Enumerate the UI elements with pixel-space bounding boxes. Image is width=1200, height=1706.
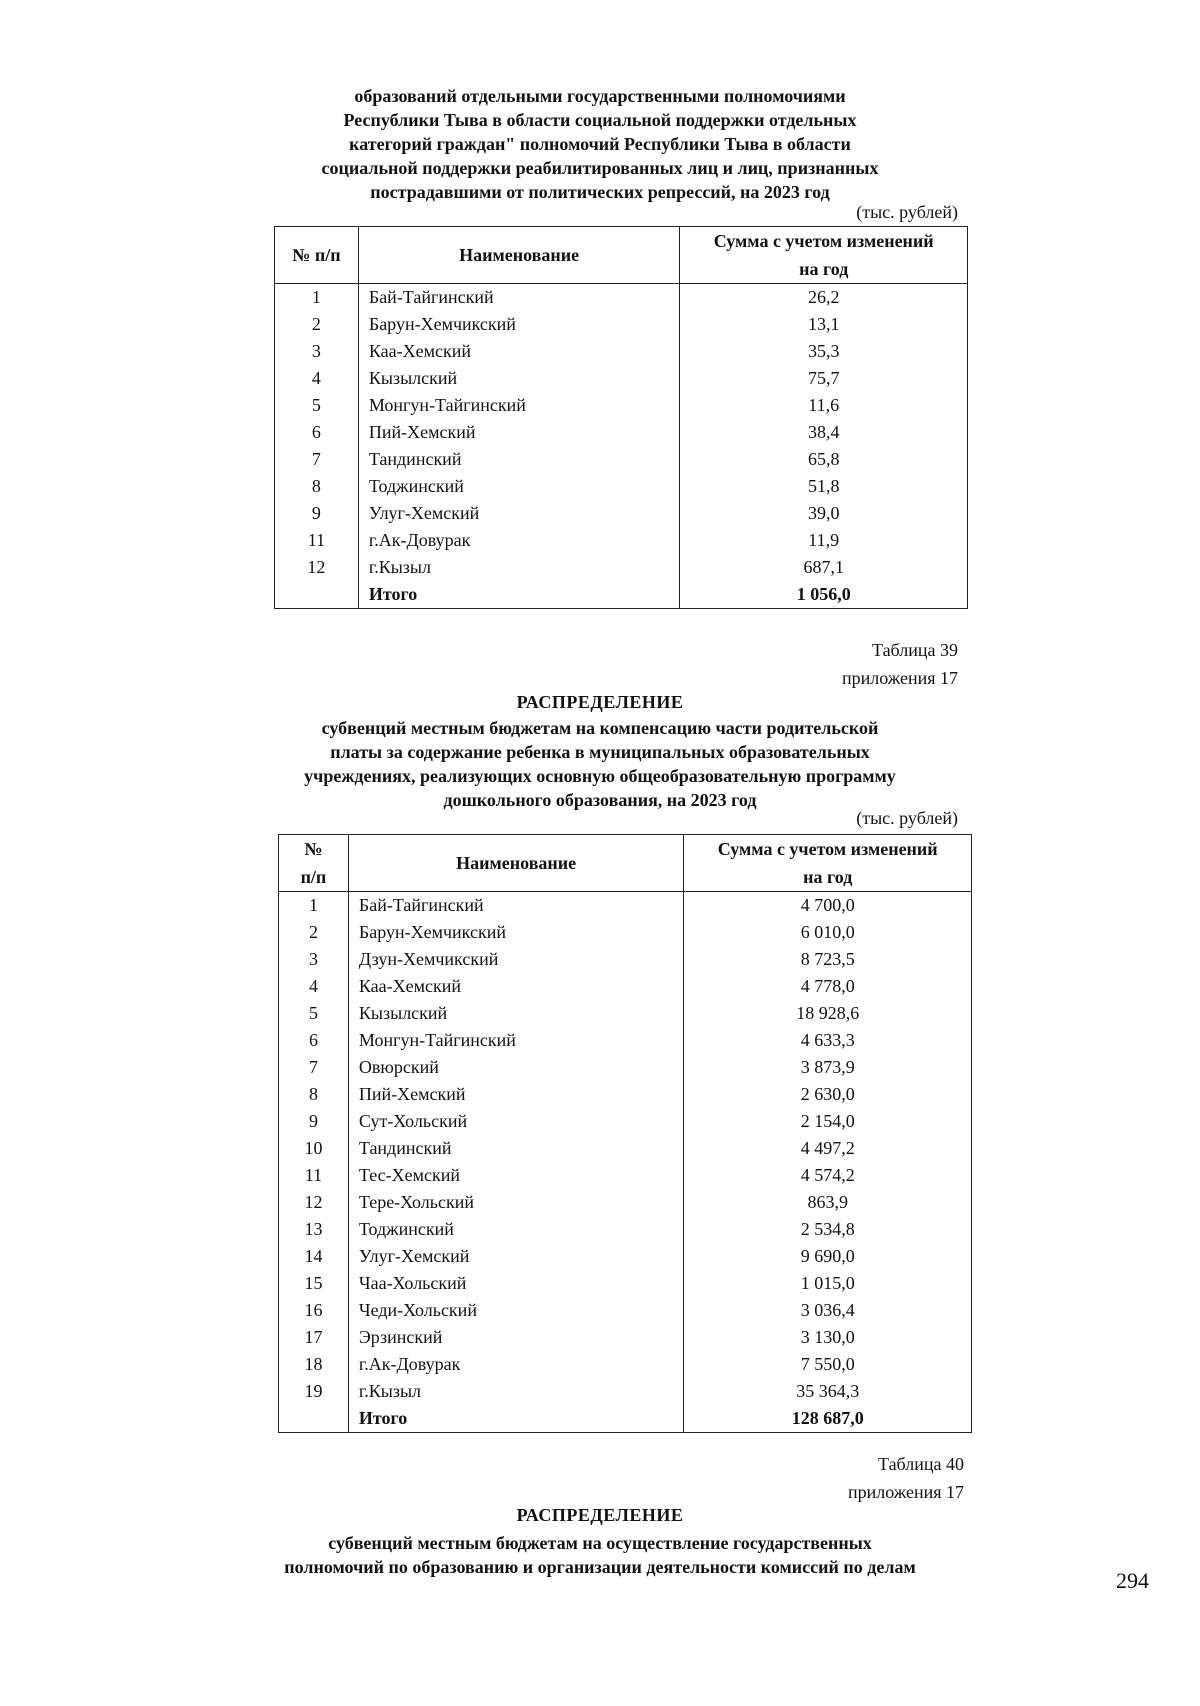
heading-line: Республики Тыва в области социальной поддержки отдельных — [343, 110, 857, 130]
row-number: 11 — [279, 1162, 349, 1189]
row-value: 6 010,0 — [684, 919, 972, 946]
row-name: Бай-Тайгинский — [358, 284, 680, 312]
row-name: Бай-Тайгинский — [348, 892, 684, 920]
row-value: 2 630,0 — [684, 1081, 972, 1108]
table40-heading — [200, 1531, 1000, 1579]
table39-heading — [200, 716, 1000, 812]
row-name: Овюрский — [348, 1054, 684, 1081]
row-number: 4 — [279, 973, 349, 1000]
row-number: 13 — [279, 1216, 349, 1243]
row-value: 4 574,2 — [684, 1162, 972, 1189]
table-row — [279, 1216, 972, 1243]
total-value: 128 687,0 — [684, 1405, 972, 1433]
heading-line: учреждениях, реализующих основную общеобразовательную программу — [304, 766, 896, 786]
row-value: 13,1 — [680, 311, 968, 338]
table-row — [275, 311, 968, 338]
col-header-sum-line1: Сумма с учетом изменений — [717, 839, 938, 859]
heading-line: социальной поддержки реабилитированных лиц и лиц, признанных — [321, 158, 879, 178]
heading-line: дошкольного образования, на 2023 год — [443, 790, 757, 810]
heading-line: субвенций местным бюджетам на осуществление государственных — [328, 1533, 872, 1553]
row-value: 4 497,2 — [684, 1135, 972, 1162]
total-value: 1 056,0 — [680, 581, 968, 609]
table-row — [279, 1054, 972, 1081]
table-row — [279, 946, 972, 973]
table-row — [279, 1189, 972, 1216]
row-number: 17 — [279, 1324, 349, 1351]
page-number: 294 — [1116, 1568, 1149, 1593]
row-number: 3 — [275, 338, 359, 365]
table39-title: РАСПРЕДЕЛЕНИЕ — [516, 692, 684, 712]
table-row — [275, 473, 968, 500]
row-name: Кызылский — [358, 365, 680, 392]
table-row — [275, 392, 968, 419]
table-row — [279, 1081, 972, 1108]
table38-unit: (тыс. рублей) — [856, 202, 958, 222]
table38 — [274, 226, 968, 609]
col-header-num — [279, 835, 349, 892]
table-row — [279, 1162, 972, 1189]
col-header-name: Наименование — [358, 227, 680, 284]
row-value: 4 700,0 — [684, 892, 972, 920]
table-row — [275, 419, 968, 446]
appendix-number: приложения 17 — [841, 668, 958, 688]
row-name: Тоджинский — [348, 1216, 684, 1243]
row-number: 11 — [275, 527, 359, 554]
heading-line: полномочий по образованию и организации деятельности комиссий по делам — [284, 1557, 916, 1577]
row-name: Монгун-Тайгинский — [358, 392, 680, 419]
row-value: 3 130,0 — [684, 1324, 972, 1351]
table38-heading — [200, 84, 1000, 204]
row-number: 1 — [275, 284, 359, 312]
row-number: 1 — [279, 892, 349, 920]
row-name: Улуг-Хемский — [358, 500, 680, 527]
row-name: Тес-Хемский — [348, 1162, 684, 1189]
table-row — [279, 919, 972, 946]
row-name: Улуг-Хемский — [348, 1243, 684, 1270]
table40-reference — [848, 1450, 964, 1506]
row-name: Эрзинский — [348, 1324, 684, 1351]
row-number: 8 — [275, 473, 359, 500]
row-name: Дзун-Хемчикский — [348, 946, 684, 973]
row-number: 10 — [279, 1135, 349, 1162]
col-header-sum-line2: на год — [803, 867, 853, 887]
table40-title: РАСПРЕДЕЛЕНИЕ — [516, 1505, 684, 1525]
table-row — [279, 892, 972, 920]
appendix-number: приложения 17 — [847, 1482, 964, 1502]
table-row — [279, 1027, 972, 1054]
row-name: г.Кызыл — [348, 1378, 684, 1405]
row-number: 14 — [279, 1243, 349, 1270]
table39-unit: (тыс. рублей) — [856, 808, 958, 828]
row-value: 863,9 — [684, 1189, 972, 1216]
row-name: Тере-Хольский — [348, 1189, 684, 1216]
row-name: Чаа-Хольский — [348, 1270, 684, 1297]
row-value: 2 154,0 — [684, 1108, 972, 1135]
row-value: 1 015,0 — [684, 1270, 972, 1297]
heading-line: субвенций местным бюджетам на компенсацию части родительской — [321, 718, 879, 738]
row-number: 18 — [279, 1351, 349, 1378]
row-value: 26,2 — [680, 284, 968, 312]
row-number: 7 — [275, 446, 359, 473]
row-number: 2 — [275, 311, 359, 338]
heading-line: пострадавшими от политических репрессий, на 2023 год — [370, 182, 830, 202]
row-name: г.Ак-Довурак — [358, 527, 680, 554]
row-name: Пий-Хемский — [358, 419, 680, 446]
row-value: 4 633,3 — [684, 1027, 972, 1054]
table-number: Таблица 39 — [872, 640, 958, 660]
row-name: Барун-Хемчикский — [358, 311, 680, 338]
table-row — [275, 500, 968, 527]
row-number: 8 — [279, 1081, 349, 1108]
table-number: Таблица 40 — [878, 1454, 964, 1474]
row-value: 4 778,0 — [684, 973, 972, 1000]
row-value: 35 364,3 — [684, 1378, 972, 1405]
row-number: 9 — [279, 1108, 349, 1135]
row-number: 12 — [279, 1189, 349, 1216]
row-name: Чеди-Хольский — [348, 1297, 684, 1324]
table-row — [279, 1297, 972, 1324]
row-name: Каа-Хемский — [358, 338, 680, 365]
table-row — [275, 284, 968, 312]
table-row — [279, 1135, 972, 1162]
row-name: Тандинский — [348, 1135, 684, 1162]
row-name: г.Ак-Довурак — [348, 1351, 684, 1378]
table-row — [275, 554, 968, 581]
table-row — [279, 1243, 972, 1270]
total-row — [275, 581, 968, 609]
heading-line: образований отдельными государственными полномочиями — [354, 86, 846, 106]
table-row — [279, 1351, 972, 1378]
row-name: Тоджинский — [358, 473, 680, 500]
row-name: Каа-Хемский — [348, 973, 684, 1000]
row-number: 9 — [275, 500, 359, 527]
table-row — [279, 1324, 972, 1351]
row-name: Монгун-Тайгинский — [348, 1027, 684, 1054]
row-number: 5 — [275, 392, 359, 419]
row-number: 15 — [279, 1270, 349, 1297]
row-value: 3 036,4 — [684, 1297, 972, 1324]
total-label: Итого — [358, 581, 680, 609]
row-value: 7 550,0 — [684, 1351, 972, 1378]
row-name: г.Кызыл — [358, 554, 680, 581]
row-value: 11,6 — [680, 392, 968, 419]
row-value: 39,0 — [680, 500, 968, 527]
col-header-name: Наименование — [348, 835, 684, 892]
col-header-num: № п/п — [275, 227, 359, 284]
total-row-number — [275, 581, 359, 609]
col-header-sum — [680, 227, 968, 284]
total-row-number — [279, 1405, 349, 1433]
row-value: 11,9 — [680, 527, 968, 554]
row-value: 75,7 — [680, 365, 968, 392]
col-header-sum — [684, 835, 972, 892]
table-row — [275, 338, 968, 365]
table-row — [279, 1000, 972, 1027]
table-row — [275, 446, 968, 473]
table-row — [275, 365, 968, 392]
row-number: 7 — [279, 1054, 349, 1081]
table39-reference — [842, 636, 958, 692]
row-value: 8 723,5 — [684, 946, 972, 973]
row-value: 3 873,9 — [684, 1054, 972, 1081]
row-value: 65,8 — [680, 446, 968, 473]
row-number: 16 — [279, 1297, 349, 1324]
row-value: 687,1 — [680, 554, 968, 581]
heading-line: категорий граждан" полномочий Республики Тыва в области — [349, 134, 851, 154]
table39 — [278, 834, 972, 1433]
row-value: 18 928,6 — [684, 1000, 972, 1027]
table-row — [279, 973, 972, 1000]
row-value: 51,8 — [680, 473, 968, 500]
total-row — [279, 1405, 972, 1433]
row-name: Пий-Хемский — [348, 1081, 684, 1108]
heading-line: платы за содержание ребенка в муниципальных образовательных — [330, 742, 870, 762]
row-number: 3 — [279, 946, 349, 973]
col-header-sum-line1: Сумма с учетом изменений — [713, 231, 934, 251]
row-number: 19 — [279, 1378, 349, 1405]
row-name: Барун-Хемчикский — [348, 919, 684, 946]
table-row — [275, 527, 968, 554]
row-name: Кызылский — [348, 1000, 684, 1027]
row-value: 9 690,0 — [684, 1243, 972, 1270]
row-number: 2 — [279, 919, 349, 946]
row-number: 4 — [275, 365, 359, 392]
col-header-sum-line2: на год — [799, 259, 849, 279]
row-value: 35,3 — [680, 338, 968, 365]
row-number: 12 — [275, 554, 359, 581]
row-number: 6 — [275, 419, 359, 446]
row-number: 5 — [279, 1000, 349, 1027]
table-row — [279, 1270, 972, 1297]
col-header-num-line1: № — [304, 839, 323, 859]
table-row — [279, 1108, 972, 1135]
row-name: Сут-Хольский — [348, 1108, 684, 1135]
row-number: 6 — [279, 1027, 349, 1054]
row-name: Тандинский — [358, 446, 680, 473]
total-label: Итого — [348, 1405, 684, 1433]
row-value: 2 534,8 — [684, 1216, 972, 1243]
col-header-num-line2: п/п — [300, 867, 327, 887]
table-row — [279, 1378, 972, 1405]
row-value: 38,4 — [680, 419, 968, 446]
